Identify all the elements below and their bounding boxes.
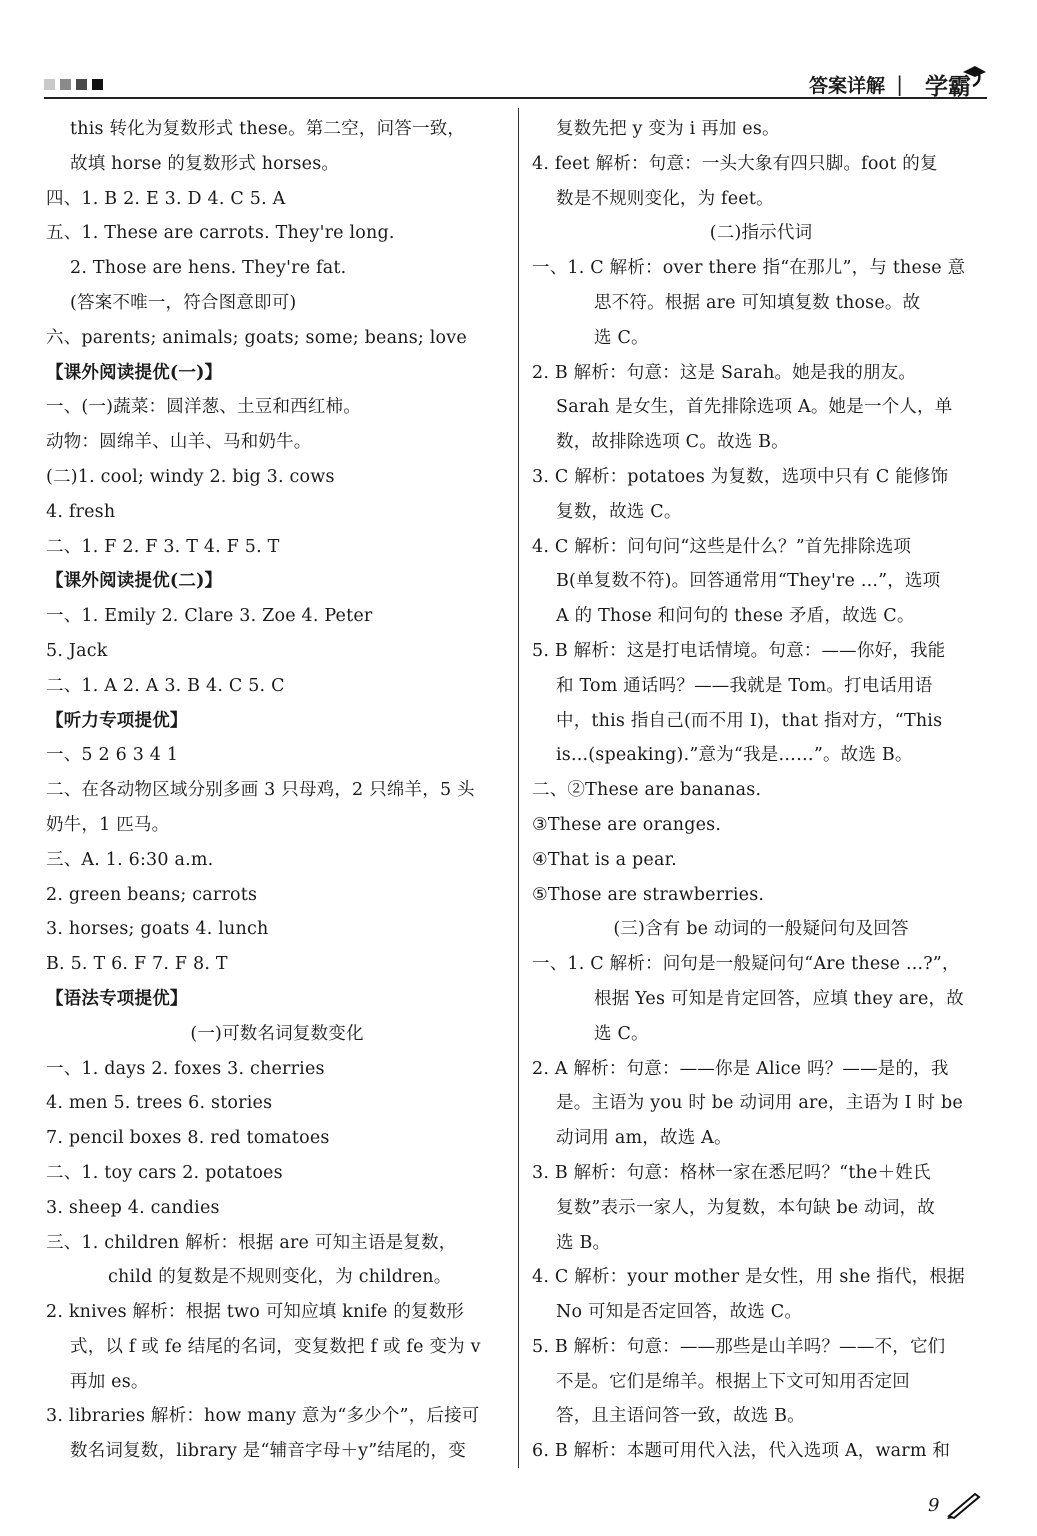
- text-line: 一、1. Emily 2. Clare 3. Zoe 4. Peter: [46, 606, 373, 627]
- text-line: is...(speaking).”意为“我是……”。故选 B。: [556, 745, 913, 766]
- page-header: [44, 70, 987, 100]
- text-line: 数是不规则变化，为 feet。: [556, 188, 774, 209]
- text-line: 二、1. toy cars 2. potatoes: [46, 1162, 283, 1183]
- text-line: 5. B 解析：句意：——那些是山羊吗？——不，它们: [532, 1336, 946, 1357]
- text-line: 2. Those are hens. They're fat.: [70, 258, 347, 279]
- text-line: 三、A. 1. 6:30 a.m.: [46, 849, 214, 870]
- pen-icon: [945, 1490, 985, 1520]
- subsection-heading: (三)含有 be 动词的一般疑问句及回答: [613, 919, 909, 940]
- text-line: this 转化为复数形式 these。第二空，问答一致，: [70, 119, 466, 139]
- text-line: 复数，故选 C。: [556, 501, 682, 522]
- text-line: 数，故排除选项 C。故选 B。: [556, 432, 789, 453]
- text-line: 7. pencil boxes 8. red tomatoes: [46, 1128, 330, 1149]
- text-line: 4. C 解析：your mother 是女性，用 she 指代，根据: [532, 1267, 965, 1288]
- column-divider: [518, 108, 519, 1468]
- left-column: [46, 112, 508, 1469]
- text-line: 6. B 解析：本题可用代入法，代入选项 A，warm 和: [532, 1441, 951, 1462]
- text-line: 二、1. F 2. F 3. T 4. F 5. T: [46, 536, 280, 557]
- graduation-cap-icon: [961, 62, 987, 88]
- header-separator: |: [896, 72, 903, 96]
- section-heading: 【听力专项提优】: [46, 710, 188, 731]
- text-line: 3. B 解析：句意：格林一家在悉尼吗？“the＋姓氏: [532, 1162, 931, 1183]
- text-line: 故填 horse 的复数形式 horses。: [70, 153, 340, 174]
- text-line: 2. A 解析：句意：——你是 Alice 吗？——是的，我: [532, 1058, 949, 1079]
- text-line: 3. sheep 4. candies: [46, 1197, 220, 1218]
- text-line: 再加 es。: [70, 1371, 149, 1392]
- text-line: 根据 Yes 可知是肯定回答，应填 they are，故: [594, 988, 964, 1009]
- header-title: 答案详解: [808, 75, 885, 97]
- text-line: 复数先把 y 变为 i 再加 es。: [556, 119, 780, 139]
- text-line: 二、1. A 2. A 3. B 4. C 5. C: [46, 675, 285, 696]
- header-brand: 学霸: [925, 74, 971, 100]
- text-line: 复数”表示一家人，为复数，本句缺 be 动词，故: [556, 1197, 935, 1218]
- text-line: 一、1. C 解析：over there 指“在那儿”，与 these 意: [532, 258, 966, 279]
- right-column: [532, 112, 990, 1469]
- text-line: child 的复数是不规则变化，为 children。: [108, 1267, 452, 1288]
- text-line: 思不符。根据 are 可知填复数 those。故: [594, 292, 921, 313]
- text-line: 一、(一)蔬菜：圆洋葱、土豆和西红柿。: [46, 397, 361, 418]
- text-line: 4. feet 解析：句意：一头大象有四只脚。foot 的复: [532, 153, 938, 174]
- text-line: 动词用 am，故选 A。: [556, 1128, 732, 1149]
- text-line: 选 C。: [594, 1023, 649, 1044]
- text-line: 四、1. B 2. E 3. D 4. C 5. A: [46, 188, 286, 209]
- text-line: 选 C。: [594, 327, 649, 348]
- text-line: 是。主语为 you 时 be 动词用 are，主语为 I 时 be: [556, 1093, 963, 1114]
- page-number: 9: [928, 1495, 940, 1516]
- text-line: 2. B 解析：句意：这是 Sarah。她是我的朋友。: [532, 362, 917, 383]
- text-line: 4. fresh: [46, 501, 116, 522]
- text-line: No 可知是否定回答，故选 C。: [556, 1302, 803, 1323]
- text-line: B(单复数不符)。回答通常用“They're ...”，选项: [556, 571, 941, 592]
- text-line: 选 B。: [556, 1232, 611, 1253]
- text-line: (二)1. cool; windy 2. big 3. cows: [46, 466, 335, 487]
- text-line: 5. Jack: [46, 640, 108, 661]
- text-line: (答案不唯一，符合图意即可): [70, 292, 297, 313]
- text-line: 5. B 解析：这是打电话情境。句意：——你好，我能: [532, 640, 946, 661]
- text-line: 一、5 2 6 3 4 1: [46, 745, 179, 766]
- text-line: 六、parents; animals; goats; some; beans; love: [46, 327, 467, 348]
- text-line: 3. libraries 解析：how many 意为“多少个”，后接可: [46, 1406, 480, 1427]
- header-squares: [44, 79, 103, 90]
- text-line: ③These are oranges.: [532, 814, 722, 835]
- text-line: 和 Tom 通话吗？——我就是 Tom。打电话用语: [556, 675, 933, 696]
- text-line: 式，以 f 或 fe 结尾的名词，变复数把 f 或 fe 变为 v: [70, 1336, 481, 1357]
- header-rule: [44, 97, 987, 99]
- text-line: 不是。它们是绵羊。根据上下文可知用否定回: [556, 1371, 910, 1392]
- text-line: ④That is a pear.: [532, 849, 677, 870]
- text-line: 中，this 指自己(而不用 I)，that 指对方，“This: [556, 710, 943, 731]
- text-line: 奶牛，1 匹马。: [46, 814, 170, 835]
- text-line: 一、1. days 2. foxes 3. cherries: [46, 1058, 325, 1079]
- text-line: 数名词复数，library 是“辅音字母＋y”结尾的，变: [70, 1441, 466, 1462]
- text-line: 3. horses; goats 4. lunch: [46, 919, 269, 940]
- text-line: 答，且主语问答一致，故选 B。: [556, 1406, 805, 1427]
- subsection-heading: (二)指示代词: [709, 223, 813, 244]
- text-line: 4. C 解析：问句问“这些是什么？”首先排除选项: [532, 536, 912, 557]
- text-line: 4. men 5. trees 6. stories: [46, 1093, 273, 1114]
- text-line: 五、1. These are carrots. They're long.: [46, 223, 395, 244]
- text-line: 一、1. C 解析：问句是一般疑问句“Are these ...?”，: [532, 954, 960, 975]
- text-line: 2. knives 解析：根据 two 可知应填 knife 的复数形: [46, 1302, 465, 1323]
- text-line: A 的 Those 和问句的 these 矛盾，故选 C。: [556, 606, 915, 627]
- subsection-heading: (一)可数名词复数变化: [190, 1023, 364, 1044]
- text-line: 3. C 解析：potatoes 为复数，选项中只有 C 能修饰: [532, 466, 949, 487]
- text-line: Sarah 是女生，首先排除选项 A。她是一个人，单: [556, 397, 953, 418]
- text-line: 三、1. children 解析：根据 are 可知主语是复数，: [46, 1232, 457, 1253]
- text-line: B. 5. T 6. F 7. F 8. T: [46, 954, 228, 975]
- section-heading: 【语法专项提优】: [46, 988, 188, 1009]
- text-line: 动物：圆绵羊、山羊、马和奶牛。: [46, 432, 312, 453]
- section-heading: 【课外阅读提优(一)】: [46, 362, 223, 383]
- text-line: ⑤Those are strawberries.: [532, 884, 765, 905]
- text-line: 2. green beans; carrots: [46, 884, 258, 905]
- text-line: 二、在各动物区域分别多画 3 只母鸡，2 只绵羊，5 头: [46, 780, 475, 801]
- section-heading: 【课外阅读提优(二)】: [46, 571, 223, 592]
- text-line: 二、②These are bananas.: [532, 780, 762, 801]
